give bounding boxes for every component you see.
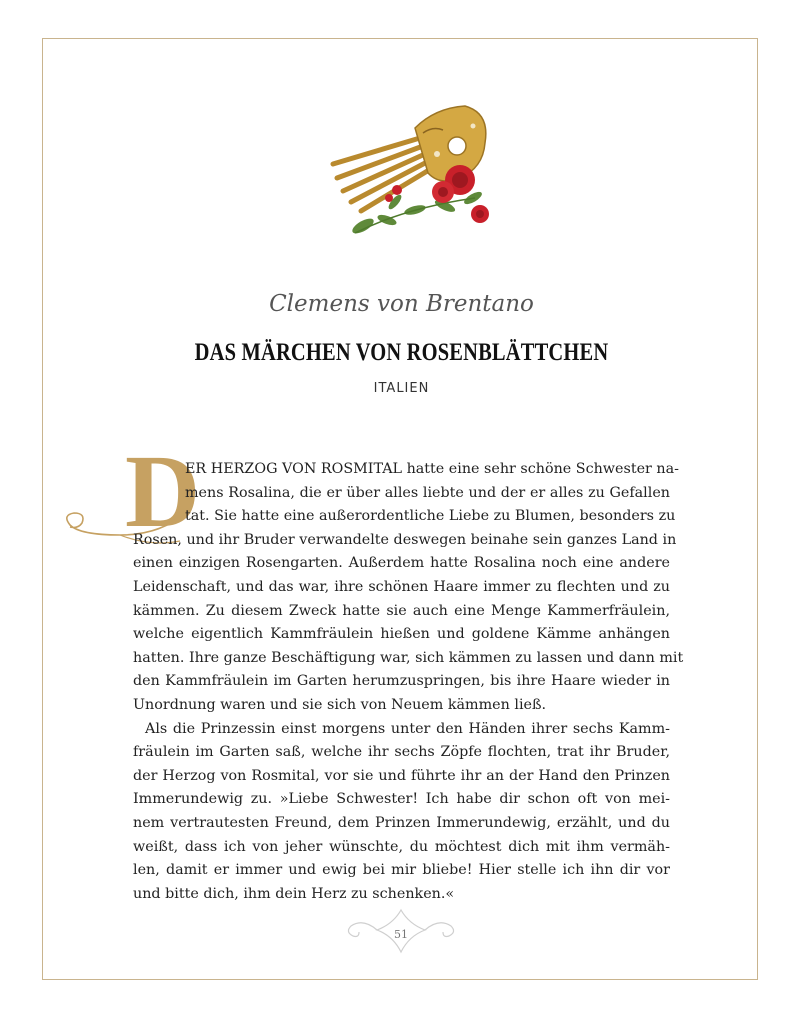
text-line: Leidenschaft, und das war, ihre schönen Haare immer zu flechten und zu [133, 578, 670, 595]
text-line: und bitte dich, ihm dein Herz zu schenken.« [133, 885, 455, 902]
text-line: weißt, dass ich von jeher wünschte, du möchtest dich mit ihm vermäh- [133, 838, 670, 855]
story-origin: ITALIEN [373, 381, 430, 396]
story-title: DAS MÄRCHEN VON ROSENBLÄTTCHEN [194, 339, 609, 366]
text-line: der Herzog von Rosmital, vor sie und führte ihr an der Hand den Prinzen [133, 767, 670, 784]
text-line: welche eigentlich Kammfräulein hießen und goldene Kämme anhängen [133, 626, 670, 643]
text-line: Immerundewig zu. »Liebe Schwester! Ich habe dir schon oft von mei- [133, 791, 670, 808]
text-line: Unordnung waren und sie sich von Neuem kämmen ließ. [133, 696, 547, 713]
text-line: fräulein im Garten saß, welche ihr sechs Zöpfe flochten, trat ihr Bruder, [133, 744, 670, 761]
text-line: hatten. Ihre ganze Beschäftigung war, sich kämmen zu lassen und dann mit [133, 649, 684, 666]
text-line: mens Rosalina, die er über alles liebte und der er alles zu Gefallen [185, 484, 670, 501]
story-text [133, 458, 684, 906]
text-line: ER HERZOG VON ROSMITAL hatte eine sehr schöne Schwester na- [185, 461, 679, 477]
golden-comb-with-roses-illustration [325, 98, 495, 243]
text-line: nem vertrautesten Freund, dem Prinzen Immerundewig, erzählt, und du [133, 814, 670, 831]
text-line: Als die Prinzessin einst morgens unter den Händen ihrer sechs Kamm- [145, 720, 670, 737]
text-line: tat. Sie hatte eine außerordentliche Liebe zu Blumen, besonders zu [185, 508, 676, 525]
page-number: 51 [394, 928, 408, 941]
text-line: kämmen. Zu diesem Zweck hatte sie auch eine Menge Kammerfräulein, [133, 602, 670, 619]
dropcap-letter: D [125, 434, 201, 549]
author-name: Clemens von Brentano [269, 291, 534, 317]
text-line: Rosen, und ihr Bruder verwandelte deswegen beinahe sein ganzes Land in [133, 531, 677, 548]
text-line: einen einzigen Rosengarten. Außerdem hatte Rosalina noch eine andere [133, 555, 670, 572]
text-line: den Kammfräulein im Garten herumzuspringen, bis ihre Haare wieder in [133, 673, 670, 690]
text-line: len, damit er immer und ewig bei mir bliebe! Hier stelle ich ihn dir vor [133, 862, 670, 879]
